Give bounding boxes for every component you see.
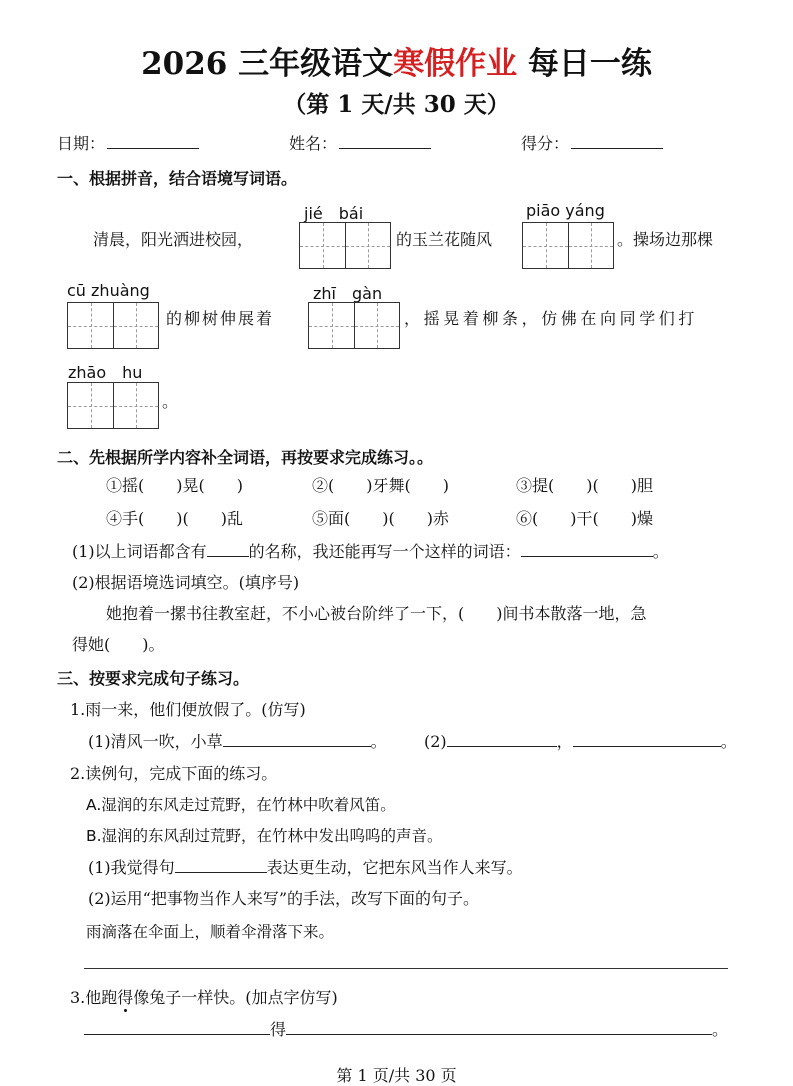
tianzige-box-1[interactable] (299, 222, 391, 269)
date-blank[interactable] (107, 134, 199, 149)
s3-q3-blank-2[interactable] (286, 1020, 712, 1035)
section1-heading: 一、根据拼音，结合语境写词语。 (57, 169, 298, 188)
s3-q3: 3.他跑得像兔子一样快。(加点字仿写) (70, 988, 338, 1007)
s1-text-6: 。 (162, 392, 179, 411)
s2-q1-blank-1[interactable] (207, 542, 249, 557)
s3-q3-answer: 得 。 (84, 1017, 728, 1040)
idiom-4: ④手( )( )乱 (106, 509, 243, 528)
s2-q1: (1)以上词语都含有 的名称，我还能再写一个这样的词语： 。 (72, 542, 669, 561)
idiom-1: ①摇( )晃( ) (106, 476, 243, 495)
s3-q1-2-blank-2[interactable] (573, 732, 721, 747)
page-subtitle: （第 1 天/共 30 天） (283, 91, 510, 118)
tianzige-box-3[interactable] (67, 302, 159, 349)
answer-line[interactable] (84, 968, 728, 969)
idiom-2: ②( )牙舞( ) (312, 476, 449, 495)
section3-heading: 三、按要求完成句子练习。 (57, 669, 250, 688)
tianzige-box-4[interactable] (308, 302, 400, 349)
s3-q1-2-blank-1[interactable] (447, 732, 557, 747)
s3-q2-1-blank[interactable] (175, 858, 267, 873)
tianzige-box-2[interactable] (522, 222, 614, 269)
name-field: 姓名： (289, 131, 431, 154)
tianzige-box-5[interactable] (67, 382, 159, 429)
score-field: 得分： (521, 131, 663, 154)
s3-q1-2: (2) ， 。 (424, 732, 737, 751)
section2-heading: 二、先根据所学内容补全词语，再按要求完成练习。。 (57, 448, 434, 467)
page-footer: 第 1 页/共 30 页 (336, 1066, 457, 1085)
idiom-3: ③提( )( )胆 (516, 476, 653, 495)
s3-q2-1: (1)我觉得句 表达更生动，它把东风当作人来写。 (88, 858, 523, 877)
pinyin-5: zhāo hu (68, 363, 143, 382)
s3-q1: 1.雨一来，他们便放假了。(仿写) (70, 700, 306, 719)
name-blank[interactable] (339, 134, 431, 149)
s3-q2: 2.读例句，完成下面的练习。 (70, 764, 278, 783)
s2-q2: (2)根据语境选词填空。(填序号) (72, 573, 300, 592)
example-a: A.湿润的东风走过荒野，在竹林中吹着风笛。 (86, 796, 396, 814)
pinyin-2: piāo yáng (526, 201, 605, 220)
s1-text-4: 的柳树伸展着 (166, 309, 275, 328)
pinyin-4: zhī gàn (313, 284, 383, 303)
s1-text-2: 的玉兰花随风 (396, 230, 493, 249)
emphasis-dot-char: 得 (117, 988, 134, 1007)
pinyin-3: cū zhuàng (67, 281, 150, 300)
rain-sentence: 雨滴落在伞面上，顺着伞滑落下来。 (86, 923, 335, 941)
pinyin-1: jié bái (304, 204, 364, 223)
title-prefix: 2026 三年级语文 (141, 46, 394, 82)
idiom-5: ⑤面( )( )赤 (312, 509, 449, 528)
s3-q1-1-blank[interactable] (223, 732, 371, 747)
s3-q1-1: (1)清风一吹，小草 。 (88, 732, 387, 751)
idiom-6: ⑥( )干( )燥 (516, 509, 653, 528)
page-title (0, 38, 793, 83)
title-highlight: 寒假作业 (393, 46, 518, 82)
s3-q2-2: (2)运用“把事物当作人来写”的手法，改写下面的句子。 (88, 889, 480, 908)
s2-passage-line-2: 得她( )。 (72, 635, 165, 654)
date-field: 日期： (57, 131, 199, 154)
s3-q3-blank-1[interactable] (84, 1020, 270, 1035)
example-b: B.湿润的东风刮过荒野，在竹林中发出呜呜的声音。 (86, 827, 443, 845)
title-suffix: 每日一练 (517, 46, 652, 82)
s1-text-5: ，摇晃着柳条，仿佛在向同学们打 (404, 309, 699, 328)
s1-text-1: 清晨，阳光洒进校园， (93, 230, 254, 249)
score-blank[interactable] (571, 134, 663, 149)
s2-passage-line-1: 她抱着一摞书往教室赶，不小心被台阶绊了一下，( )间书本散落一地，急 (106, 604, 647, 623)
s2-q1-blank-2[interactable] (521, 542, 653, 557)
s1-text-3: 。操场边那棵 (617, 230, 714, 249)
